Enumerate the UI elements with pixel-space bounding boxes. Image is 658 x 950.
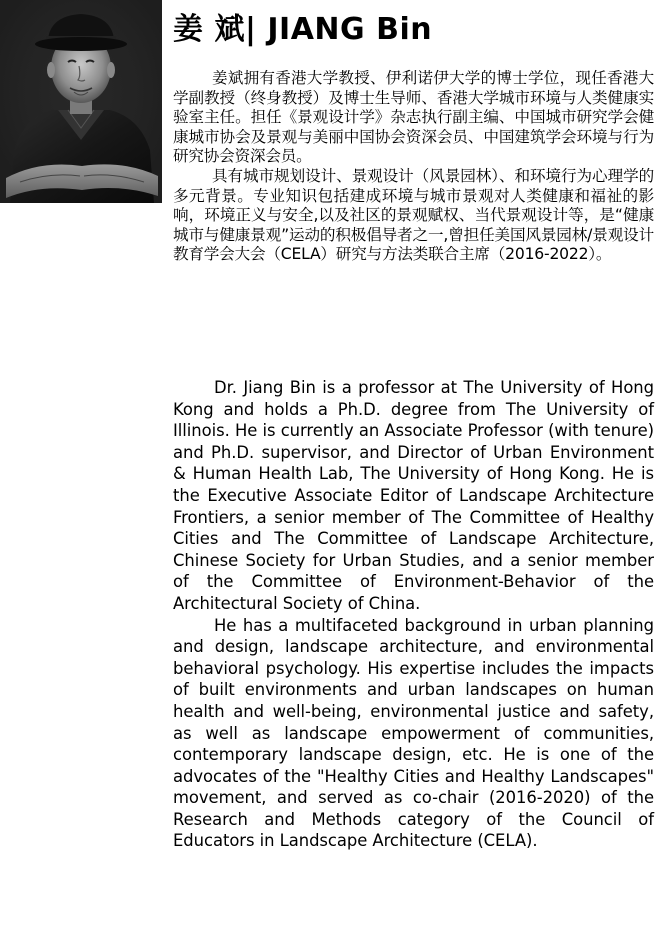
portrait-illustration (0, 0, 162, 203)
name-separator: | (244, 12, 257, 47)
name-english: JIANG Bin (267, 12, 433, 47)
chinese-bio-paragraph-1: 姜斌拥有香港大学教授、伊利诺伊大学的博士学位，现任香港大学副教授（终身教授）及博士生导师、香港大学城市环境与人类健康实验室主任。担任《景观设计学》杂志执行副主编、中国城市研究学会健康城市协会及景观与美丽中国协会资深会员、中国建筑学会环境与行为研究协会资深会员。 (173, 69, 654, 166)
english-bio-paragraph-1: Dr. Jiang Bin is a professor at The University of Hong Kong and holds a Ph.D. degree from The University of Illinois. He is currently an Associate Professor (with tenure) and Ph.D. supervisor, and Director of Urban Environment & Human Health Lab, The University of Hong Kong. He is the Executive Associate Editor of Landscape Architecture Frontiers, a senior member of The Committee of Healthy Cities and The Committee of Landscape Architecture, Chinese Society for Urban Studies, and a senior member of the Committee of Environment-Behavior of the Architectural Society of China. (173, 378, 654, 613)
name-chinese: 姜 斌 (173, 12, 245, 47)
portrait-photo (0, 0, 162, 203)
chinese-bio-paragraph-2: 具有城市规划设计、景观设计（风景园林）、和环境行为心理学的多元背景。专业知识包括建成环境与城市景观对人类健康和福祉的影响，环境正义与安全,以及社区的景观赋权、当代景观设计等，是“健康城市与健康景观”运动的积极倡导者之一,曾担任美国风景园林/景观设计教育学会大会（CELA）研究与方法类联合主席（2016-2022）。 (173, 166, 654, 264)
english-biography (173, 377, 654, 852)
name-heading (173, 10, 432, 50)
chinese-biography (173, 69, 654, 265)
english-bio-paragraph-2: He has a multifaceted background in urban planning and design, landscape architecture, and environmental behavioral psychology. His expertise includes the impacts of built environments and urban landscapes on human health and well-being, environmental justice and safety, as well as landscape empowerment of communities, contemporary landscape design, etc. He is one of the advocates of the "Healthy Cities and Healthy Landscapes" movement, and served as co-chair (2016-2020) of the Research and Methods category of the Council of Educators in Landscape Architecture (CELA). (173, 615, 654, 851)
